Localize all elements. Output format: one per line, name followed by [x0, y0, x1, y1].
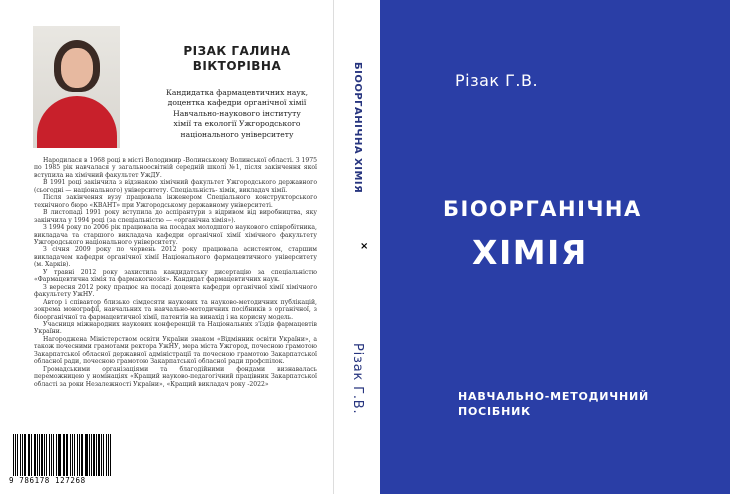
bio-paragraph: Після закінчення вузу працювала інженером Спеціального конструкторського технічного бюро «КВАНТ» при Ужгородському державному університеті.: [34, 194, 317, 209]
bio-paragraph: Автор і співавтор близько сімдесяти наукових та науково-методичних публікацій, зокрема монографії, навчальних та навчально-методичних посібників з органічної, з біоорганічної та фармацевтичної хімії, патентів на винахід і на корисну модель.: [34, 298, 317, 321]
barcode-bar: [53, 434, 54, 476]
barcode-bar: [81, 434, 83, 476]
author-name-line2: ВІКТОРІВНА: [192, 59, 282, 73]
barcode-bar: [44, 434, 45, 476]
front-author: Різак Г.В.: [455, 71, 539, 90]
barcode-bar: [72, 434, 73, 476]
bio-line: Кандидатка фармацевтичних наук,: [165, 88, 309, 97]
barcode-bar: [20, 434, 21, 476]
bio-paragraph: В 1991 році закінчила з відзнакою хімічний факультет Ужгородського державного (сьогодні — національного) університету. Спеціальність- хімік, викладач хімії.: [34, 179, 317, 194]
spine-author: Різак Г.В.: [350, 343, 365, 415]
isbn-digits: 9 786178 127268: [9, 476, 86, 485]
isbn-barcode: [5, 434, 120, 490]
bio-line: Навчально-наукового інституту: [173, 108, 301, 118]
bio-paragraph: Громадськими організаціями та благодійними фондами визнавалась переможницею у номінаціях «Кращий науково-педагогічний працівник Закарпатської області за роки Незалежності України», «Кращий викладач року -2022»: [34, 365, 317, 388]
bio-paragraph: Нагороджена Міністерством освіти України знаком «Відмінник освіти України», а також почесними грамотами ректора УжНУ, мера міста Ужгород, почесною грамотою Закарпатської обласної державної адміністрації та почесною грамотою Закарпатської обласної ради, почесною грамотою Закарпатської обласної ради профспілок.: [34, 335, 317, 366]
barcode-bar: [34, 434, 35, 476]
spine-title: БІООРГАНІЧНА ХІМІЯ: [352, 62, 363, 194]
barcode-bar: [41, 434, 43, 476]
barcode-bar: [106, 434, 107, 476]
barcode-bar: [79, 434, 80, 476]
author-name: [148, 44, 326, 74]
barcode-bars: [13, 434, 113, 476]
barcode-bar: [28, 434, 29, 476]
bio-paragraph: З вересня 2012 року працює на посаді доцента кафедри органічної хімії хімічного факультету УжНУ.: [34, 283, 317, 299]
barcode-bar: [63, 434, 65, 476]
barcode-bar: [93, 434, 94, 476]
spine-mark: ×: [360, 241, 369, 252]
bio-line: національного університету: [180, 129, 294, 139]
barcode-bar: [70, 434, 71, 476]
barcode-bar: [103, 434, 104, 476]
barcode-bar: [98, 434, 100, 476]
bio-paragraph: Народилася в 1968 році в місті Володимир -Волинському Волинської області. З 1975 по 1985 рік навчалася у загальноосвітній середній школі №1, після закінчення якої вступила на хімічний факультет УжДУ.: [34, 157, 317, 179]
bio-paragraph: У травні 2012 року захистила кандидатську дисертацію за спеціальністю «Фармацевтична хімія та фармакогнозія». Кандидат фармацевтичних наук.: [34, 268, 317, 284]
barcode-bar: [110, 434, 111, 476]
biography-text: [34, 157, 317, 388]
barcode-bar: [31, 434, 32, 476]
front-subtitle: [458, 389, 698, 419]
bio-line: хімії та екології Ужгородського: [173, 119, 301, 129]
barcode-bar: [85, 434, 86, 476]
bio-paragraph: З 1994 року по 2006 рік працювала на посадах молодшого наукового співробітника, викладача та старшого викладача кафедри органічної хімії хімічного факультету Ужгородського національного університету.: [34, 224, 317, 246]
barcode-bar: [49, 434, 50, 476]
barcode-bar: [91, 434, 92, 476]
bio-paragraph: Учасниця міжнародних наукових конференцій та Національних з'їздів фармацевтів України.: [34, 320, 317, 336]
barcode-bar: [58, 434, 59, 476]
barcode-bar: [46, 434, 47, 476]
barcode-bar: [24, 434, 26, 476]
front-title-line2: ХІМІЯ: [472, 233, 588, 272]
barcode-bar: [15, 434, 16, 476]
barcode-bar: [74, 434, 75, 476]
barcode-bar: [37, 434, 38, 476]
barcode-bar: [108, 434, 109, 476]
author-photo: [33, 26, 120, 148]
author-short-bio: [140, 88, 334, 140]
bio-line: доцентка кафедри органічної хімії: [167, 98, 307, 108]
barcode-bar: [39, 434, 40, 476]
back-cover: [0, 0, 333, 494]
bio-paragraph: В листопаді 1991 року вступила до аспірантури з відривом від виробництва, яку закінчила у 1994 році (за спеціальністю — «органічна хімія»).: [34, 209, 317, 224]
bio-paragraph: З січня 2009 року по червень 2012 року працювала асистентом, старшим викладачем кафедри органічної хімії Національного фармацевтичного університету (м. Харків).: [34, 246, 317, 269]
barcode-bar: [101, 434, 102, 476]
barcode-bar: [89, 434, 90, 476]
barcode-bar: [56, 434, 57, 476]
barcode-bar: [96, 434, 97, 476]
barcode-bar: [13, 434, 14, 476]
barcode-bar: [77, 434, 78, 476]
barcode-bar: [86, 434, 87, 476]
author-name-line1: РІЗАК ГАЛИНА: [183, 44, 291, 58]
barcode-bar: [22, 434, 23, 476]
barcode-bar: [66, 434, 67, 476]
barcode-bar: [17, 434, 18, 476]
barcode-bar: [51, 434, 52, 476]
barcode-bar: [67, 434, 68, 476]
subtitle-line1: НАВЧАЛЬНО-МЕТОДИЧНИЙ: [458, 390, 649, 403]
front-title-line1: БІООРГАНІЧНА: [443, 197, 642, 221]
barcode-bar: [29, 434, 30, 476]
subtitle-line2: ПОСІБНИК: [458, 405, 531, 418]
barcode-bar: [59, 434, 60, 476]
